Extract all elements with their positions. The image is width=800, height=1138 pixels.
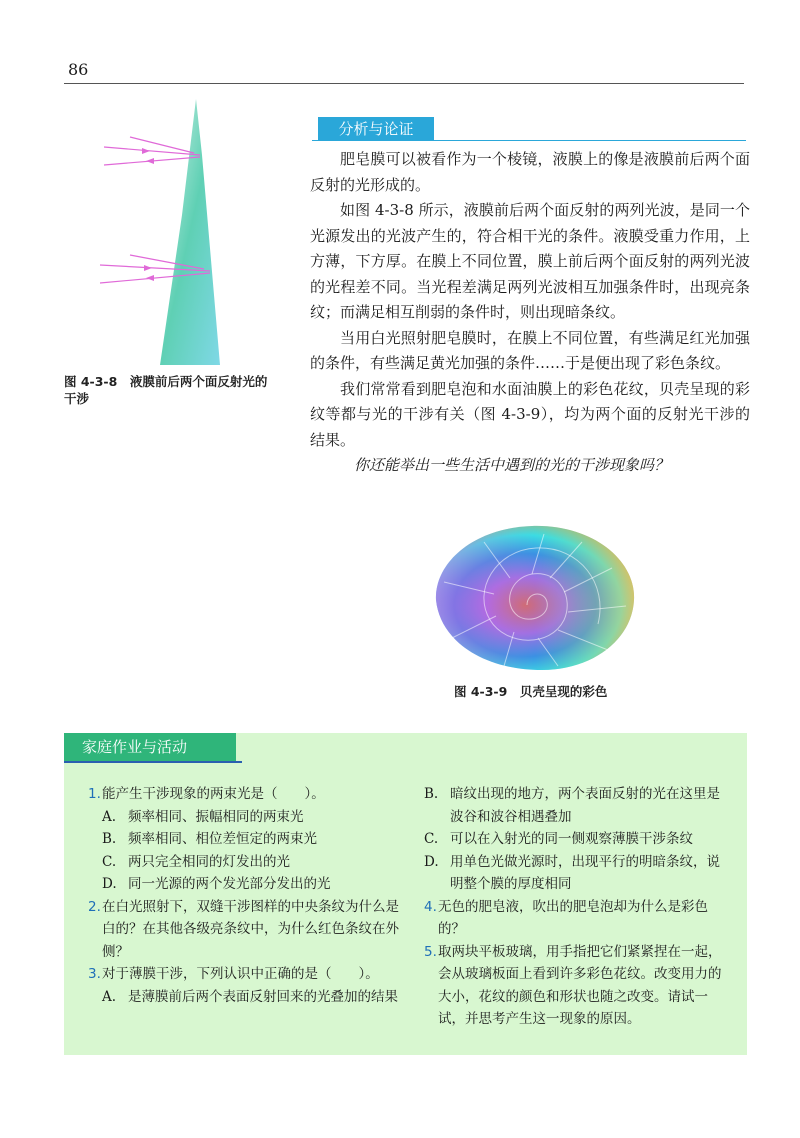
paragraph: 我们常常看到肥皂泡和水面油膜上的彩色花纹，贝壳呈现的彩纹等都与光的干涉有关（图 4-3-9），均为两个面的反射光干涉的结果。: [310, 379, 750, 449]
option-letter: D.: [424, 853, 439, 870]
question-text: 无色的肥皂液，吹出的肥皂泡却为什么是彩色的？: [438, 898, 708, 937]
option-d: [424, 851, 732, 896]
paragraph: 如图 4-3-8 所示，液膜前后两个面反射的两列光波，是同一个光源发出的光波产生的，符合相干光的条件。液膜受重力作用，上方薄，下方厚。在膜上不同位置，膜上前后两个面反射的两列光波的光程差不同。当光程差满足两列光波相互加强条件时，出现亮条纹；而满足相互削弱的条件时，则出现暗条纹。: [310, 201, 750, 321]
question-4: [424, 896, 732, 941]
section-heading-rule: [312, 140, 746, 141]
question-text: 能产生干涉现象的两束光是（ ）。: [102, 786, 325, 802]
option-b: [424, 783, 732, 828]
option-text: 频率相同、相位差恒定的两束光: [128, 831, 317, 847]
nautilus-shell-figure: [432, 520, 638, 672]
liquid-film-wedge: [160, 99, 220, 365]
homework-title: 家庭作业与活动: [64, 733, 236, 761]
question-number: 2.: [88, 898, 101, 915]
option-letter: D.: [102, 876, 117, 892]
option-a: [88, 806, 408, 829]
option-text: 暗纹出现的地方，两个表面反射的光在这里是波谷和波谷相遇叠加: [450, 786, 720, 825]
question-text: 取两块平板玻璃，用手指把它们紧紧捏在一起，会从玻璃板面上看到许多彩色花纹。改变用力的大小，花纹的颜色和形状也随之改变。请试一试，并思考产生这一现象的原因。: [438, 943, 722, 1027]
option-a: [88, 986, 408, 1009]
discussion-question: 你还能举出一些生活中遇到的光的干涉现象吗？: [354, 456, 670, 474]
homework-title-rule: [64, 761, 242, 763]
option-letter: B.: [102, 831, 117, 847]
header-rule: [64, 83, 744, 84]
homework-right-column: [424, 783, 732, 1031]
paragraph: 当用白光照射肥皂膜时，在膜上不同位置，有些满足红光加强的条件，有些满足黄光加强的条件……于是便出现了彩色条纹。: [310, 328, 750, 372]
option-c: [88, 851, 408, 874]
option-letter: A.: [102, 988, 117, 1005]
liquid-film-interference-figure: [90, 95, 270, 367]
option-d: [88, 873, 408, 896]
option-text: 用单色光做光源时，出现平行的明暗条纹，说明整个膜的厚度相同: [450, 853, 720, 892]
section-body: [310, 147, 750, 479]
question-text: 在白光照射下，双缝干涉图样的中央条纹为什么是白的？在其他各级亮条纹中，为什么红色条纹在外侧？: [102, 898, 399, 960]
option-letter: C.: [424, 831, 439, 847]
question-2: [88, 896, 408, 964]
option-text: 频率相同、振幅相同的两束光: [128, 808, 304, 825]
question-5: [424, 941, 732, 1031]
option-letter: C.: [102, 853, 117, 870]
question-number: 1.: [88, 786, 101, 802]
option-letter: A.: [102, 808, 117, 825]
option-letter: B.: [424, 786, 439, 802]
section-heading: 分析与论证: [318, 117, 434, 141]
homework-left-column: [88, 783, 408, 1008]
page-number: 86: [68, 60, 89, 79]
question-text: 对于薄膜干涉，下列认识中正确的是（ ）。: [102, 966, 379, 982]
option-c: [424, 828, 732, 851]
figure-caption-4-3-9: 图 4-3-9 贝壳呈现的彩色: [454, 684, 608, 699]
option-text: 同一光源的两个发光部分发出的光: [128, 876, 331, 892]
homework-panel: [64, 733, 747, 1055]
figure-caption-4-3-8: 图 4-3-8 液膜前后两个面反射光的干涉: [64, 374, 268, 406]
question-1: [88, 783, 408, 806]
question-number: 4.: [424, 898, 437, 915]
question-number: 3.: [88, 966, 101, 982]
option-b: [88, 828, 408, 851]
question-number: 5.: [424, 943, 437, 960]
option-text: 是薄膜前后两个表面反射回来的光叠加的结果: [128, 988, 398, 1005]
paragraph: 肥皂膜可以被看作为一个棱镜，液膜上的像是液膜前后两个面反射的光形成的。: [310, 150, 750, 194]
option-text: 可以在入射光的同一侧观察薄膜干涉条纹: [450, 831, 693, 847]
question-3: [88, 963, 408, 986]
option-text: 两只完全相同的灯发出的光: [128, 853, 290, 870]
